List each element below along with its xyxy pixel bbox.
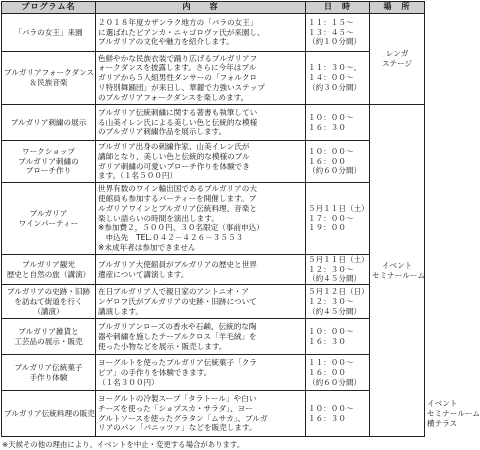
schedule-table — [1, 1, 480, 437]
program-content: ブルガリア出身の刺繍作家、山美イレン氏が 講師となり、美しい色と伝統的な模様のブル ガリア刺繍の可愛いブローチ作りを体験でき ます。（１名５００円） — [96, 141, 306, 183]
program-place: イベント セミナールーム — [370, 105, 425, 437]
program-datetime: ５月１１日（土） １７：００～ １９：００ — [306, 183, 370, 255]
table-row — [2, 141, 425, 183]
program-datetime: １０：００～ １６：００ （約６０分間） — [306, 141, 370, 183]
program-datetime: １０：００～ １６：３０ — [306, 391, 370, 437]
program-content: 世界有数のワイン輸出国であるブルガリアの大 使館員も参加するパーティーを開催します。ブ ルガリアワインとブルガリア伝統料理、音楽と 楽しい語らいの時間を演出します。 ※参加費２，５００円、３０名限定（事前申込） 申込先 TEL.０４２－４２６－３５５３ ※未成年者は参加できません — [96, 183, 306, 255]
program-name: ブルガリアの史跡・旧跡 を訪ねて街道を行く （講演） — [2, 285, 96, 319]
program-name: ブルガリア ワインパーティー — [2, 183, 96, 255]
table-row — [2, 319, 425, 355]
program-datetime: １１：００～ １６：００ （約６０分間） — [306, 355, 370, 391]
table-row: ブルガリア伝統料理の販売 ヨーグルトの冷製スープ「タラトール」や白い チーズを使った「ショプスカ・サラダ」、ヨー グルトソースを使ったグラタン「ムサカ」、ブルガ リアのパン「バニッツァ」などを販売します。 １０：００～ １６：３０ イベント セミナールーム 横テラス — [2, 391, 425, 437]
program-name: ブルガリアフォークダンス ＆民族音楽 — [2, 52, 96, 105]
program-datetime: １１：３０～、 １４：００～ （約３０分間） — [306, 52, 370, 105]
program-name: ブルガリア伝統料理の販売 — [2, 391, 96, 437]
header-place: 場 所 — [370, 2, 425, 14]
program-place: レンガ ステージ — [370, 14, 425, 105]
table-row — [2, 52, 425, 105]
header-row — [2, 2, 425, 14]
table-row — [2, 285, 425, 319]
program-datetime: ５月１１日（土） １２：３０～ （約４５分間） — [306, 255, 370, 285]
program-name: ブルガリア雑貨と 工芸品の展示・販売 — [2, 319, 96, 355]
program-name: 「バラの女王」来園 — [2, 14, 96, 52]
table-row — [2, 183, 425, 255]
table-row — [2, 14, 425, 52]
program-name: ブルガリア観光 歴史と自然の旅（講演） — [2, 255, 96, 285]
program-content: ヨーグルトの冷製スープ「タラトール」や白い チーズを使った「ショプスカ・サラダ」、ヨー グルトソースを使ったグラタン「ムサカ」、ブルガ リアのパン「バニッツァ」などを販売します。 — [96, 391, 306, 437]
program-content: ブルガリアンローズの香水や石鹸、伝統的な陶 器や刺繍を施したテーブルクロス「羊毛絨」を 使った小物などを展示・販売します。 — [96, 319, 306, 355]
header-datetime: 日 時 — [306, 2, 370, 14]
program-content: 色鮮やかな民族衣装で踊り広げるブルガリアフ ォークダンスを披露します。さらに今年はブル ガリアから５人組男性ダンサーの「フォルクロ リ特別舞踊団」が来日し、華麗で力強いステップ のブルガリアフォークダンスを楽しめます。 — [96, 52, 306, 105]
table-row — [2, 355, 425, 391]
program-datetime: １０：００～ １６：３０ — [306, 105, 370, 141]
table-row — [2, 255, 425, 285]
header-program: プログラム名 — [2, 2, 96, 14]
footnote: ※天候その他の理由により、イベントを中止・変更する場合があります。 — [2, 440, 245, 449]
program-datetime: １１：１５～ １３：４５～ （約１０分間） — [306, 14, 370, 52]
program-name: ブルガリア伝統菓子 手作り体験 — [2, 355, 96, 391]
program-name: ワークショップ ブルガリア刺繍の ブローチ作り — [2, 141, 96, 183]
header-content: 内 容 — [96, 2, 306, 14]
program-content: ブルガリア伝統刺繍に関する著書も執筆してい る山美イレン氏による美しい色と伝統的な模様 のブルガリア刺繍作品を展示します。 — [96, 105, 306, 141]
program-datetime: ５月１２日（日） １２：３０～ （約４５分間） — [306, 285, 370, 319]
program-content: ２０１８年度カザンラク地方の「バラの女王」 に選ばれたビアンカ・ニャゴロヴァ氏が来園し、 ブルガリアの文化や魅力を紹介します。 — [96, 14, 306, 52]
table-row — [2, 105, 425, 141]
program-content: 在日ブルガリア人で親日家のアントニオ・ア ンゲロフ氏がブルガリアの史跡・旧跡について 講演します。 — [96, 285, 306, 319]
program-content: ブルガリア大使館員がブルガリアの歴史と世界 遺産について講演します。 — [96, 255, 306, 285]
program-content: ヨーグルトを使ったブルガリア伝統菓子「クラ ビア」の手作りを体験できます。 （１名３００円） — [96, 355, 306, 391]
program-datetime: １０：００～ １６：３０ — [306, 319, 370, 355]
program-name: ブルガリア刺繍の展示 — [2, 105, 96, 141]
